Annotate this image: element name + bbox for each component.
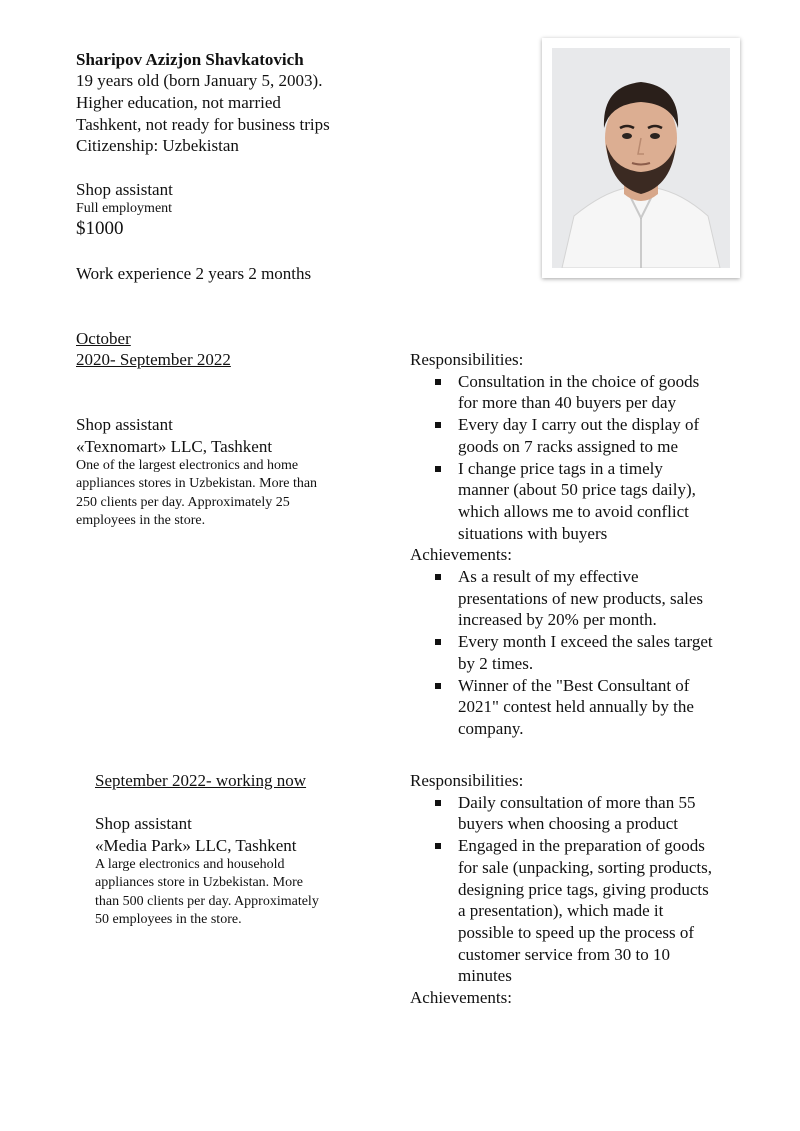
description-line: appliances stores in Uzbekistan. More than bbox=[76, 476, 318, 492]
list-item bbox=[410, 835, 790, 987]
job-1-role: Shop assistant bbox=[76, 415, 173, 434]
list-item-line: goods on 7 racks assigned to me bbox=[458, 436, 679, 456]
description-line: appliances store in Uzbekistan. More bbox=[95, 875, 303, 891]
list-item-line: manner (about 50 price tags daily), bbox=[458, 480, 696, 500]
achievements-heading: Achievements: bbox=[410, 545, 512, 565]
square-bullet-icon bbox=[435, 639, 441, 645]
list-item-line: increased by 20% per month. bbox=[458, 610, 657, 630]
responsibilities-heading: Responsibilities: bbox=[410, 350, 524, 369]
list-item-line: situations with buyers bbox=[458, 523, 608, 543]
list-item bbox=[410, 792, 790, 835]
description-line: One of the largest electronics and home bbox=[76, 458, 299, 473]
square-bullet-icon bbox=[435, 422, 441, 428]
description-line: 50 employees in the store. bbox=[95, 911, 242, 927]
list-item bbox=[410, 566, 790, 631]
description-line: 250 clients per day. Approximately 25 bbox=[76, 494, 290, 510]
job-1-description bbox=[76, 457, 317, 530]
experience-total: Work experience 2 years 2 months bbox=[76, 264, 312, 283]
candidate-name: Sharipov Azizjon Shavkatovich bbox=[76, 50, 304, 69]
list-item bbox=[410, 414, 790, 457]
desired-position: Shop assistant bbox=[76, 180, 173, 199]
job-2-details bbox=[410, 770, 790, 1009]
square-bullet-icon bbox=[435, 800, 441, 806]
salary: $1000 bbox=[76, 218, 124, 239]
list-item-line: by 2 times. bbox=[458, 653, 534, 673]
profile-photo bbox=[542, 38, 740, 278]
list-item-line: Daily consultation of more than 55 bbox=[458, 792, 696, 812]
list-item bbox=[410, 458, 790, 545]
list-item-line: Engaged in the preparation of goods bbox=[458, 836, 705, 856]
square-bullet-icon bbox=[435, 843, 441, 849]
list-item-line: possible to speed up the process of bbox=[458, 922, 695, 942]
job-2-period: September 2022- working now bbox=[95, 771, 307, 790]
job-1-details bbox=[410, 349, 790, 740]
portrait-image bbox=[552, 48, 730, 268]
list-item-line: I change price tags in a timely bbox=[458, 458, 663, 478]
list-item-line: buyers when choosing a product bbox=[458, 814, 679, 834]
job-2-company: «Media Park» LLC, Tashkent bbox=[95, 836, 297, 855]
list-item bbox=[410, 371, 790, 414]
square-bullet-icon bbox=[435, 379, 441, 385]
list-item-line: 2021" contest held annually by the bbox=[458, 697, 694, 717]
responsibilities-list bbox=[410, 792, 790, 987]
responsibilities-list bbox=[410, 371, 790, 545]
square-bullet-icon bbox=[435, 466, 441, 472]
age-line: 19 years old (born January 5, 2003). bbox=[76, 71, 323, 90]
list-item-line: Consultation in the choice of goods bbox=[458, 371, 700, 391]
job-2-description bbox=[95, 856, 319, 929]
citizenship-line: Citizenship: Uzbekistan bbox=[76, 136, 239, 155]
list-item-line: for sale (unpacking, sorting products, bbox=[458, 857, 712, 877]
description-line: employees in the store. bbox=[76, 512, 206, 528]
list-item bbox=[410, 631, 790, 674]
list-item-line: minutes bbox=[458, 966, 512, 986]
square-bullet-icon bbox=[435, 574, 441, 580]
description-line: A large electronics and household bbox=[95, 857, 285, 872]
list-item bbox=[410, 675, 790, 740]
list-item-line: company. bbox=[458, 718, 524, 738]
list-item-line: Every month I exceed the sales target bbox=[458, 632, 713, 652]
list-item-line: which allows me to avoid conflict bbox=[458, 501, 689, 521]
list-item-line: designing price tags, giving products bbox=[458, 879, 709, 899]
job-1-period-end: 2020- September 2022 bbox=[76, 350, 231, 369]
responsibilities-heading: Responsibilities: bbox=[410, 771, 524, 790]
job-2-role: Shop assistant bbox=[95, 814, 192, 833]
education-line: Higher education, not married bbox=[76, 93, 281, 112]
list-item-line: Winner of the "Best Consultant of bbox=[458, 675, 690, 695]
job-1-company: «Texnomart» LLC, Tashkent bbox=[76, 437, 273, 456]
list-item-line: a presentation), which made it bbox=[458, 901, 664, 921]
achievements-list bbox=[410, 566, 790, 740]
achievements-heading: Achievements: bbox=[410, 988, 512, 1008]
list-item-line: customer service from 30 to 10 bbox=[458, 944, 670, 964]
description-line: than 500 clients per day. Approximately bbox=[95, 893, 319, 909]
job-1-period-start: October bbox=[76, 329, 131, 348]
list-item-line: presentations of new products, sales bbox=[458, 588, 704, 608]
employment-type: Full employment bbox=[76, 201, 173, 216]
list-item-line: As a result of my effective bbox=[458, 567, 639, 587]
location-line: Tashkent, not ready for business trips bbox=[76, 115, 330, 134]
square-bullet-icon bbox=[435, 683, 441, 689]
list-item-line: Every day I carry out the display of bbox=[458, 415, 700, 435]
list-item-line: for more than 40 buyers per day bbox=[458, 393, 677, 413]
